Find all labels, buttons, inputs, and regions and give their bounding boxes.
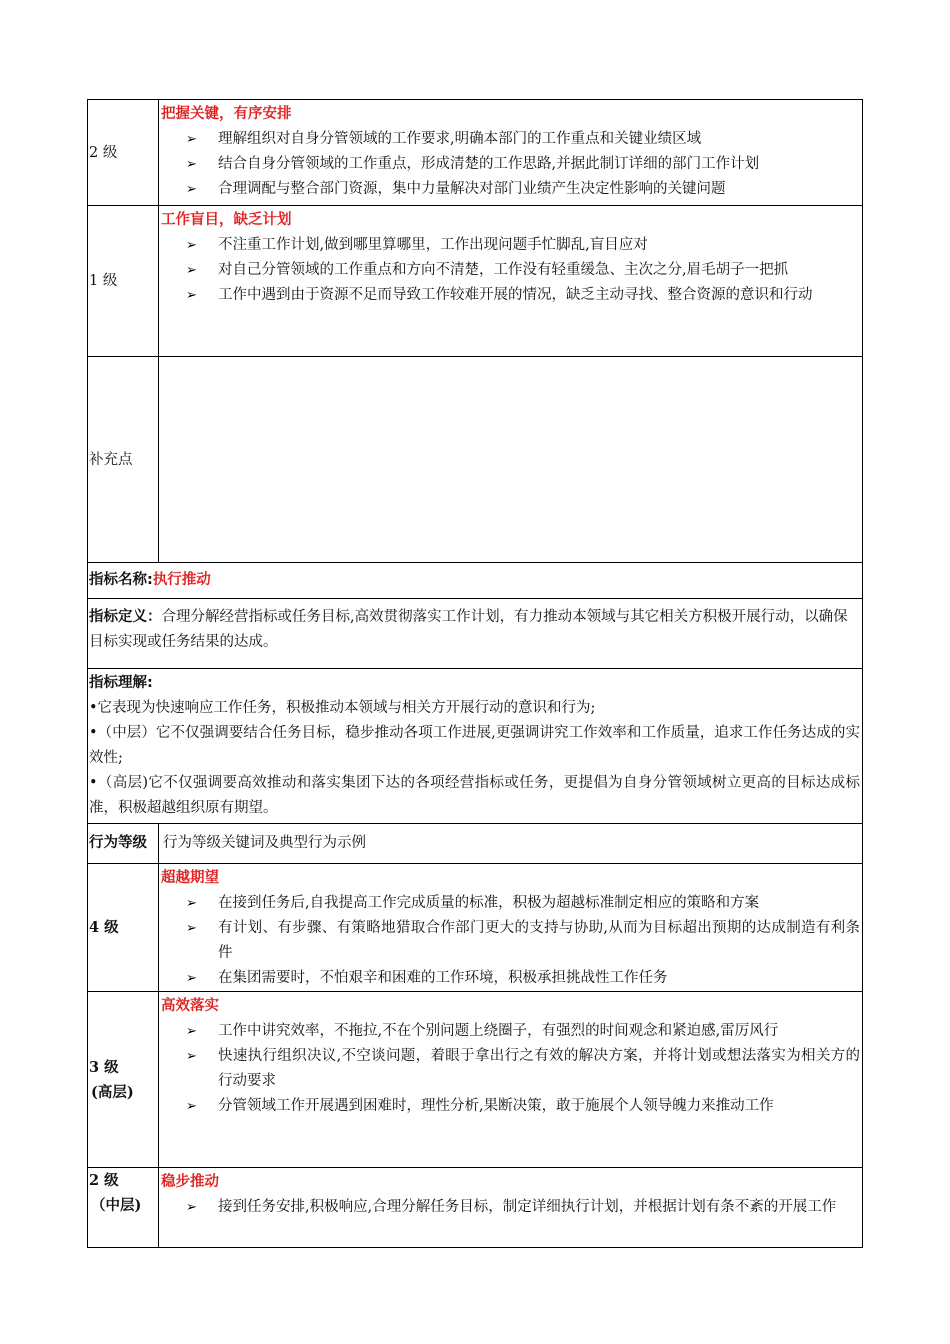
level-row [88,992,863,1168]
level-keyword: 超越期望 [161,870,219,886]
level-label: 2 级 [89,144,118,161]
level-cell [88,992,159,1168]
arrow-bullet-icon: ➢ [186,921,197,936]
behavior-item [186,258,860,283]
behavior-cell [159,864,863,992]
behavior-text: 结合自身分管领域的工作重点，形成清楚的工作思路,并据此制订详细的部门工作计划 [218,156,760,172]
behavior-item [186,891,860,916]
level-sublabel: (高层) [91,1083,134,1101]
indicator-understanding-label: 指标理解: [89,675,153,691]
supplement-label-cell [88,357,159,563]
understanding-item: •（中层）它不仅强调要结合任务目标，稳步推动各项工作进展,更强调讲究工作效率和工作质量，追求工作任务达成的实效性; [89,725,860,766]
arrow-bullet-icon: ➢ [186,238,197,253]
behavior-item [186,1019,860,1044]
supplement-content-cell [159,357,863,563]
behavior-header-row [88,824,863,864]
indicator-definition-cell [88,599,863,669]
arrow-bullet-icon: ➢ [186,182,197,197]
level-row [88,206,863,357]
behavior-cell [159,992,863,1168]
behavior-text: 对自己分管领域的工作重点和方向不清楚，工作没有轻重缓急、主次之分,眉毛胡子一把抓 [218,262,789,278]
level-row [88,100,863,206]
behavior-item [186,233,860,258]
behavior-text: 接到任务安排,积极响应,合理分解任务目标，制定详细执行计划，并根据计划有条不紊的开展工作 [218,1199,837,1215]
competency-table [87,99,863,1248]
arrow-bullet-icon: ➢ [186,288,197,303]
behavior-text: 在接到任务后,自我提高工作完成质量的标准，积极为超越标准制定相应的策略和方案 [218,895,760,911]
arrow-bullet-icon: ➢ [186,1200,197,1215]
behavior-text: 合理调配与整合部门资源，集中力量解决对部门业绩产生决定性影响的关键问题 [218,181,726,197]
arrow-bullet-icon: ➢ [186,263,197,278]
indicator-understanding-row [88,669,863,824]
level-row [88,1168,863,1248]
understanding-item: •它表现为快速响应工作任务，积极推动本领域与相关方开展行动的意识和行为; [89,700,596,716]
indicator-definition-text: 合理分解经营指标或任务目标,高效贯彻落实工作计划，有力推动本领域与其它相关方积极开展行动，以确保目标实现或任务结果的达成。 [89,609,848,650]
behavior-text: 分管领域工作开展遇到困难时，理性分析,果断决策，敢于施展个人领导魄力来推动工作 [218,1098,774,1114]
arrow-bullet-icon: ➢ [186,1024,197,1039]
behavior-item [186,152,860,177]
arrow-bullet-icon: ➢ [186,1049,197,1064]
level-label: 2 级 [89,1172,119,1189]
level-label: 4 级 [89,919,119,936]
header-description-cell [159,824,863,864]
behavior-item [186,916,860,966]
indicator-definition-label: 指标定义： [89,609,162,625]
arrow-bullet-icon: ➢ [186,132,197,147]
indicator-definition-row [88,599,863,669]
level-cell [88,864,159,992]
behavior-item [186,1195,860,1220]
behavior-item [186,966,860,991]
behavior-item [186,1094,860,1119]
header-level-label: 行为等级 [89,835,147,851]
behavior-cell [159,1168,863,1248]
behavior-cell [159,100,863,206]
behavior-item [186,127,860,152]
behavior-text: 有计划、有步骤、有策略地猎取合作部门更大的支持与协助,从而为目标超出预期的达成制造有利条件 [218,920,860,961]
behavior-cell [159,206,863,357]
level-sublabel: （中层) [91,1197,142,1214]
level-keyword: 把握关键，有序安排 [161,106,292,122]
level-keyword: 稳步推动 [161,1174,219,1190]
level-cell [88,1168,159,1248]
level-keyword: 工作盲目，缺乏计划 [161,212,292,228]
arrow-bullet-icon: ➢ [186,157,197,172]
level-label: 3 级 [89,1058,119,1076]
behavior-item [186,1044,860,1094]
behavior-item [186,177,860,202]
behavior-text: 理解组织对自身分管领域的工作要求,明确本部门的工作重点和关键业绩区域 [218,131,702,147]
level-cell [88,100,159,206]
arrow-bullet-icon: ➢ [186,971,197,986]
level-label: 1 级 [89,273,118,289]
behavior-text: 工作中遇到由于资源不足而导致工作较难开展的情况，缺乏主动寻找、整合资源的意识和行动 [218,287,813,303]
indicator-name-cell [88,563,863,599]
level-row [88,864,863,992]
understanding-item: •（高层)它不仅强调要高效推动和落实集团下达的各项经营指标或任务，更提倡为自身分管领域树立更高的目标达成标准，积极超越组织原有期望。 [89,775,860,816]
level-cell [88,206,159,357]
behavior-text: 快速执行组织决议,不空谈问题，着眼于拿出行之有效的解决方案，并将计划或想法落实为相关方的行动要求 [218,1048,860,1089]
arrow-bullet-icon: ➢ [186,896,197,911]
behavior-item [186,283,860,308]
behavior-text: 不注重工作计划,做到哪里算哪里，工作出现问题手忙脚乱,盲目应对 [218,237,648,253]
level-keyword: 高效落实 [161,998,219,1014]
supplement-label: 补充点 [89,451,133,468]
supplement-row [88,357,863,563]
indicator-name-row [88,563,863,599]
behavior-text: 在集团需要时，不怕艰辛和困难的工作环境，积极承担挑战性工作任务 [218,970,668,986]
header-level-cell [88,824,159,864]
header-description-label: 行为等级关键词及典型行为示例 [163,835,366,851]
arrow-bullet-icon: ➢ [186,1099,197,1114]
behavior-text: 工作中讲究效率，不拖拉,不在个别问题上绕圈子，有强烈的时间观念和紧迫感,雷厉风行 [218,1023,779,1039]
indicator-name-value: 执行推动 [152,572,211,588]
indicator-name-label: 指标名称: [89,572,153,588]
indicator-understanding-cell [88,669,863,824]
